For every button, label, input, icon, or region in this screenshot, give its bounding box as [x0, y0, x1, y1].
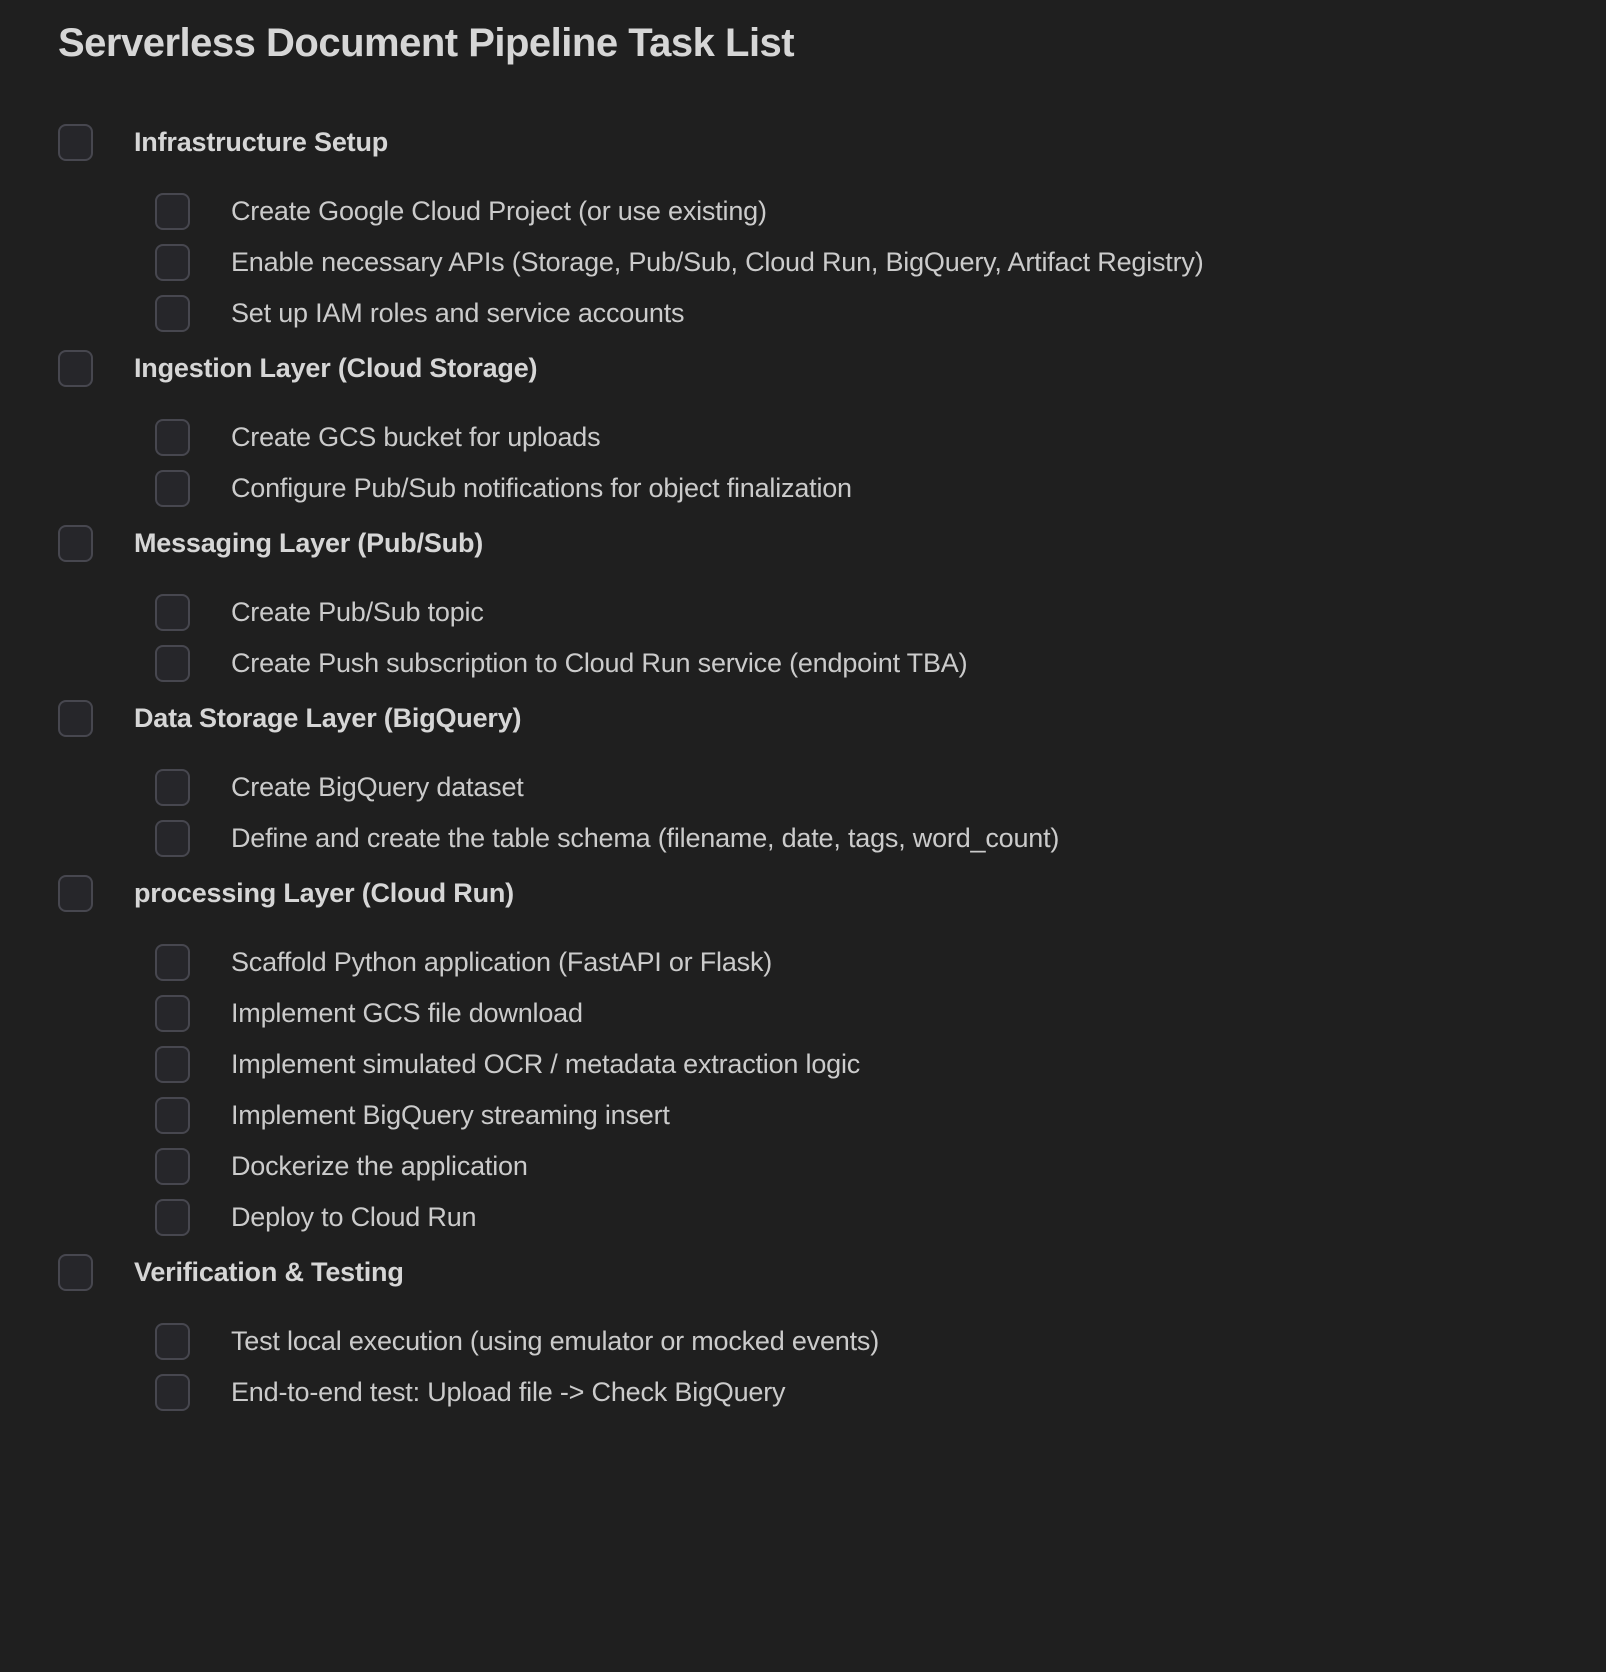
task-item — [155, 1198, 1566, 1236]
task-item — [155, 994, 1566, 1032]
task-item — [155, 469, 1566, 507]
section-checkbox-icon[interactable] — [58, 124, 93, 161]
task-checkbox-icon[interactable] — [155, 244, 190, 281]
task-checkbox-icon[interactable] — [155, 1323, 190, 1360]
task-section — [58, 874, 1566, 1236]
task-item — [155, 1147, 1566, 1185]
section-items — [58, 943, 1566, 1236]
section-title: Messaging Layer (Pub/Sub) — [134, 527, 484, 558]
section-title: Ingestion Layer (Cloud Storage) — [134, 352, 538, 383]
page-title: Serverless Document Pipeline Task List — [58, 21, 795, 65]
task-item — [155, 192, 1566, 230]
section-checkbox-icon[interactable] — [58, 525, 93, 562]
task-item — [155, 294, 1566, 332]
section-items — [58, 192, 1566, 332]
section-items — [58, 1322, 1566, 1411]
task-label: Test local execution (using emulator or mocked events) — [231, 1325, 880, 1356]
task-checkbox-icon[interactable] — [155, 1374, 190, 1411]
task-item — [155, 943, 1566, 981]
task-checkbox-icon[interactable] — [155, 944, 190, 981]
section-title: Infrastructure Setup — [134, 126, 389, 157]
task-checkbox-icon[interactable] — [155, 1046, 190, 1083]
task-item — [155, 593, 1566, 631]
section-items — [58, 418, 1566, 507]
task-checkbox-icon[interactable] — [155, 995, 190, 1032]
section-header — [58, 349, 1566, 387]
task-item — [155, 243, 1566, 281]
task-item — [155, 644, 1566, 682]
section-header — [58, 1253, 1566, 1291]
task-item — [155, 1096, 1566, 1134]
task-label: Set up IAM roles and service accounts — [231, 297, 685, 328]
section-header — [58, 874, 1566, 912]
task-label: Implement simulated OCR / metadata extraction logic — [231, 1048, 861, 1079]
task-label: Create Push subscription to Cloud Run service (endpoint TBA) — [231, 647, 968, 678]
task-label: Implement GCS file download — [231, 997, 583, 1028]
section-title: Data Storage Layer (BigQuery) — [134, 702, 522, 733]
section-header — [58, 699, 1566, 737]
task-checkbox-icon[interactable] — [155, 1199, 190, 1236]
task-checkbox-icon[interactable] — [155, 645, 190, 682]
task-item — [155, 1373, 1566, 1411]
task-label: Define and create the table schema (filename, date, tags, word_count) — [231, 822, 1060, 853]
task-label: Create Pub/Sub topic — [231, 596, 484, 627]
task-section — [58, 1253, 1566, 1411]
task-item — [155, 819, 1566, 857]
task-section — [58, 349, 1566, 507]
section-header — [58, 524, 1566, 562]
task-checkbox-icon[interactable] — [155, 594, 190, 631]
task-label: Configure Pub/Sub notifications for object finalization — [231, 472, 852, 503]
section-items — [58, 593, 1566, 682]
task-section — [58, 699, 1566, 857]
task-checkbox-icon[interactable] — [155, 1148, 190, 1185]
section-checkbox-icon[interactable] — [58, 1254, 93, 1291]
section-checkbox-icon[interactable] — [58, 350, 93, 387]
task-label: Enable necessary APIs (Storage, Pub/Sub, Cloud Run, BigQuery, Artifact Registry) — [231, 246, 1204, 277]
task-label: Dockerize the application — [231, 1150, 528, 1181]
task-section — [58, 123, 1566, 332]
section-checkbox-icon[interactable] — [58, 700, 93, 737]
task-list — [58, 123, 1566, 1411]
task-checkbox-icon[interactable] — [155, 193, 190, 230]
task-section — [58, 524, 1566, 682]
section-items — [58, 768, 1566, 857]
section-title: processing Layer (Cloud Run) — [134, 877, 514, 908]
task-label: Create GCS bucket for uploads — [231, 421, 601, 452]
task-checkbox-icon[interactable] — [155, 470, 190, 507]
task-label: Implement BigQuery streaming insert — [231, 1099, 670, 1130]
task-checkbox-icon[interactable] — [155, 820, 190, 857]
task-label: Create Google Cloud Project (or use existing) — [231, 195, 767, 226]
task-label: Scaffold Python application (FastAPI or Flask) — [231, 946, 773, 977]
task-item — [155, 768, 1566, 806]
task-label: Create BigQuery dataset — [231, 771, 524, 802]
task-label: Deploy to Cloud Run — [231, 1201, 477, 1232]
task-checkbox-icon[interactable] — [155, 295, 190, 332]
task-checkbox-icon[interactable] — [155, 769, 190, 806]
section-title: Verification & Testing — [134, 1256, 404, 1287]
section-header — [58, 123, 1566, 161]
task-item — [155, 1045, 1566, 1083]
task-item — [155, 418, 1566, 456]
task-label: End-to-end test: Upload file -> Check BigQuery — [231, 1376, 786, 1407]
section-checkbox-icon[interactable] — [58, 875, 93, 912]
task-checkbox-icon[interactable] — [155, 419, 190, 456]
task-checkbox-icon[interactable] — [155, 1097, 190, 1134]
task-item — [155, 1322, 1566, 1360]
